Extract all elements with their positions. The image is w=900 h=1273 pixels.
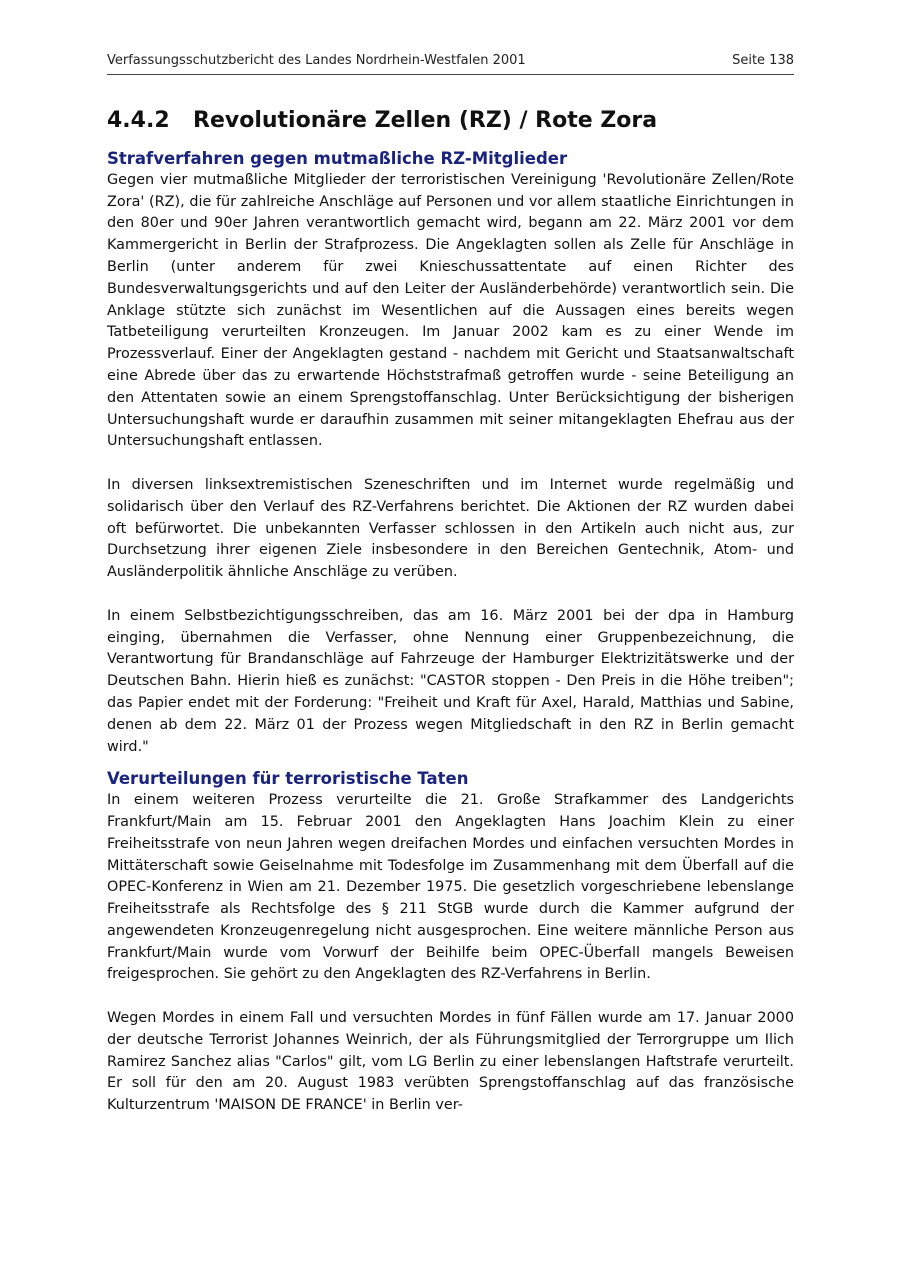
paragraph: In diversen linksextremistischen Szeneschriften und im Internet wurde regelmäßig und solidarisch über den Verlauf des RZ-Verfahrens berichtet. Die Aktionen der RZ wurden dabei oft befürwortet. Die unbekannten Verfasser schlossen in den Artikeln auch nicht aus, zur Durchsetzung ihrer eigenen Ziele insbesondere in den Bereichen Gentechnik, Atom- und Ausländerpolitik ähnliche Anschläge zu verüben.: [107, 476, 794, 581]
paragraph: Wegen Mordes in einem Fall und versuchten Mordes in fünf Fällen wurde am 17. Januar 2000 der deutsche Terrorist Johannes Weinrich, der als Führungsmitglied der Terrorgruppe um Ilich Ramirez Sanchez alias "Carlos" gilt, vom LG Berlin zu einer lebenslangen Haftstrafe verurteilt. Er soll für den am 20. August 1983 verübten Sprengstoffanschlag auf das französische Kulturzentrum 'MAISON DE FRANCE' in Berlin ver-: [107, 1010, 794, 1114]
section-convictions: [107, 768, 794, 1117]
section-heading: [107, 106, 794, 136]
subheading-convictions: Verurteilungen für terroristische Taten: [107, 769, 469, 789]
page-number: Seite 138: [732, 53, 794, 68]
section-proceedings: [107, 148, 794, 758]
running-header: [107, 52, 794, 75]
page-content: [107, 106, 794, 1139]
paragraph: In einem weiteren Prozess verurteilte die 21. Große Strafkammer des Landgerichts Frankfurt/Main am 15. Februar 2001 den Angeklagten Hans Joachim Klein zu einer Freiheitsstrafe von neun Jahren wegen dreifachen Mordes und einfachen versuchten Mordes in Mittäterschaft sowie Geiselnahme mit Todesfolge im Zusammenhang mit dem Überfall auf die OPEC-Konferenz in Wien am 21. Dezember 1975. Die gesetzlich vorgeschriebene lebenslange Freiheitsstrafe als Rechtsfolge des § 211 StGB wurde durch die Kammer aufgrund der angewendeten Kronzeugenregelung nicht ausgesprochen. Eine weitere männliche Person aus Frankfurt/Main wurde vom Vorwurf der Beihilfe beim OPEC-Überfall mangels Beweisen freigesprochen. Sie gehört zu den Angeklagten des RZ-Verfahrens in Berlin.: [107, 792, 794, 983]
header-title: Verfassungsschutzbericht des Landes Nordrhein-Westfalen 2001: [107, 53, 526, 68]
paragraph: Gegen vier mutmaßliche Mitglieder der terroristischen Vereinigung 'Revolutionäre Zellen/Rote Zora' (RZ), die für zahlreiche Anschläge auf Personen und vor allem staatliche Einrichtungen in den 80er und 90er Jahren verantwortlich gemacht wird, begann am 22. März 2001 vor dem Kammergericht in Berlin der Strafprozess. Die Angeklagten sollen als Zelle für Anschläge in Berlin (unter anderem für zwei Knieschussattentate auf einen Richter des Bundesverwaltungsgerichts und auf den Leiter der Ausländerbehörde) verantwortlich sein. Die Anklage stützte sich zunächst im Wesentlichen auf die Aussagen eines bereits wegen Tatbeteiligung verurteilten Kronzeugen. Im Januar 2002 kam es zu einer Wende im Prozessverlauf. Einer der Angeklagten gestand - nachdem mit Gericht und Staatsanwaltschaft eine Abrede über das zu erwartende Höchststrafmaß getroffen wurde - seine Beteiligung an den Attentaten sowie an einem Sprengstoffanschlag. Unter Berücksichtigung der bisherigen Untersuchungshaft wurde er daraufhin zusammen mit seiner mitangeklagten Ehefrau aus der Untersuchungshaft entlassen.: [107, 171, 794, 450]
section-title: Revolutionäre Zellen (RZ) / Rote Zora: [193, 108, 658, 133]
paragraph: In einem Selbstbezichtigungsschreiben, das am 16. März 2001 bei der dpa in Hamburg einging, übernahmen die Verfasser, ohne Nennung einer Gruppenbezeichnung, die Verantwortung für Brandanschläge auf Fahrzeuge der Hamburger Elektrizitätswerke und der Deutschen Bahn. Hierin hieß es zunächst: "CASTOR stoppen - Den Preis in die Höhe treiben"; das Papier endet mit der Forderung: "Freiheit und Kraft für Axel, Harald, Matthias und Sabine, denen ab dem 22. März 01 der Prozess wegen Mitgliedschaft in den RZ in Berlin gemacht wird.": [107, 607, 794, 755]
section-number: 4.4.2: [107, 108, 170, 133]
subheading-proceedings: Strafverfahren gegen mutmaßliche RZ-Mitglieder: [107, 149, 568, 168]
